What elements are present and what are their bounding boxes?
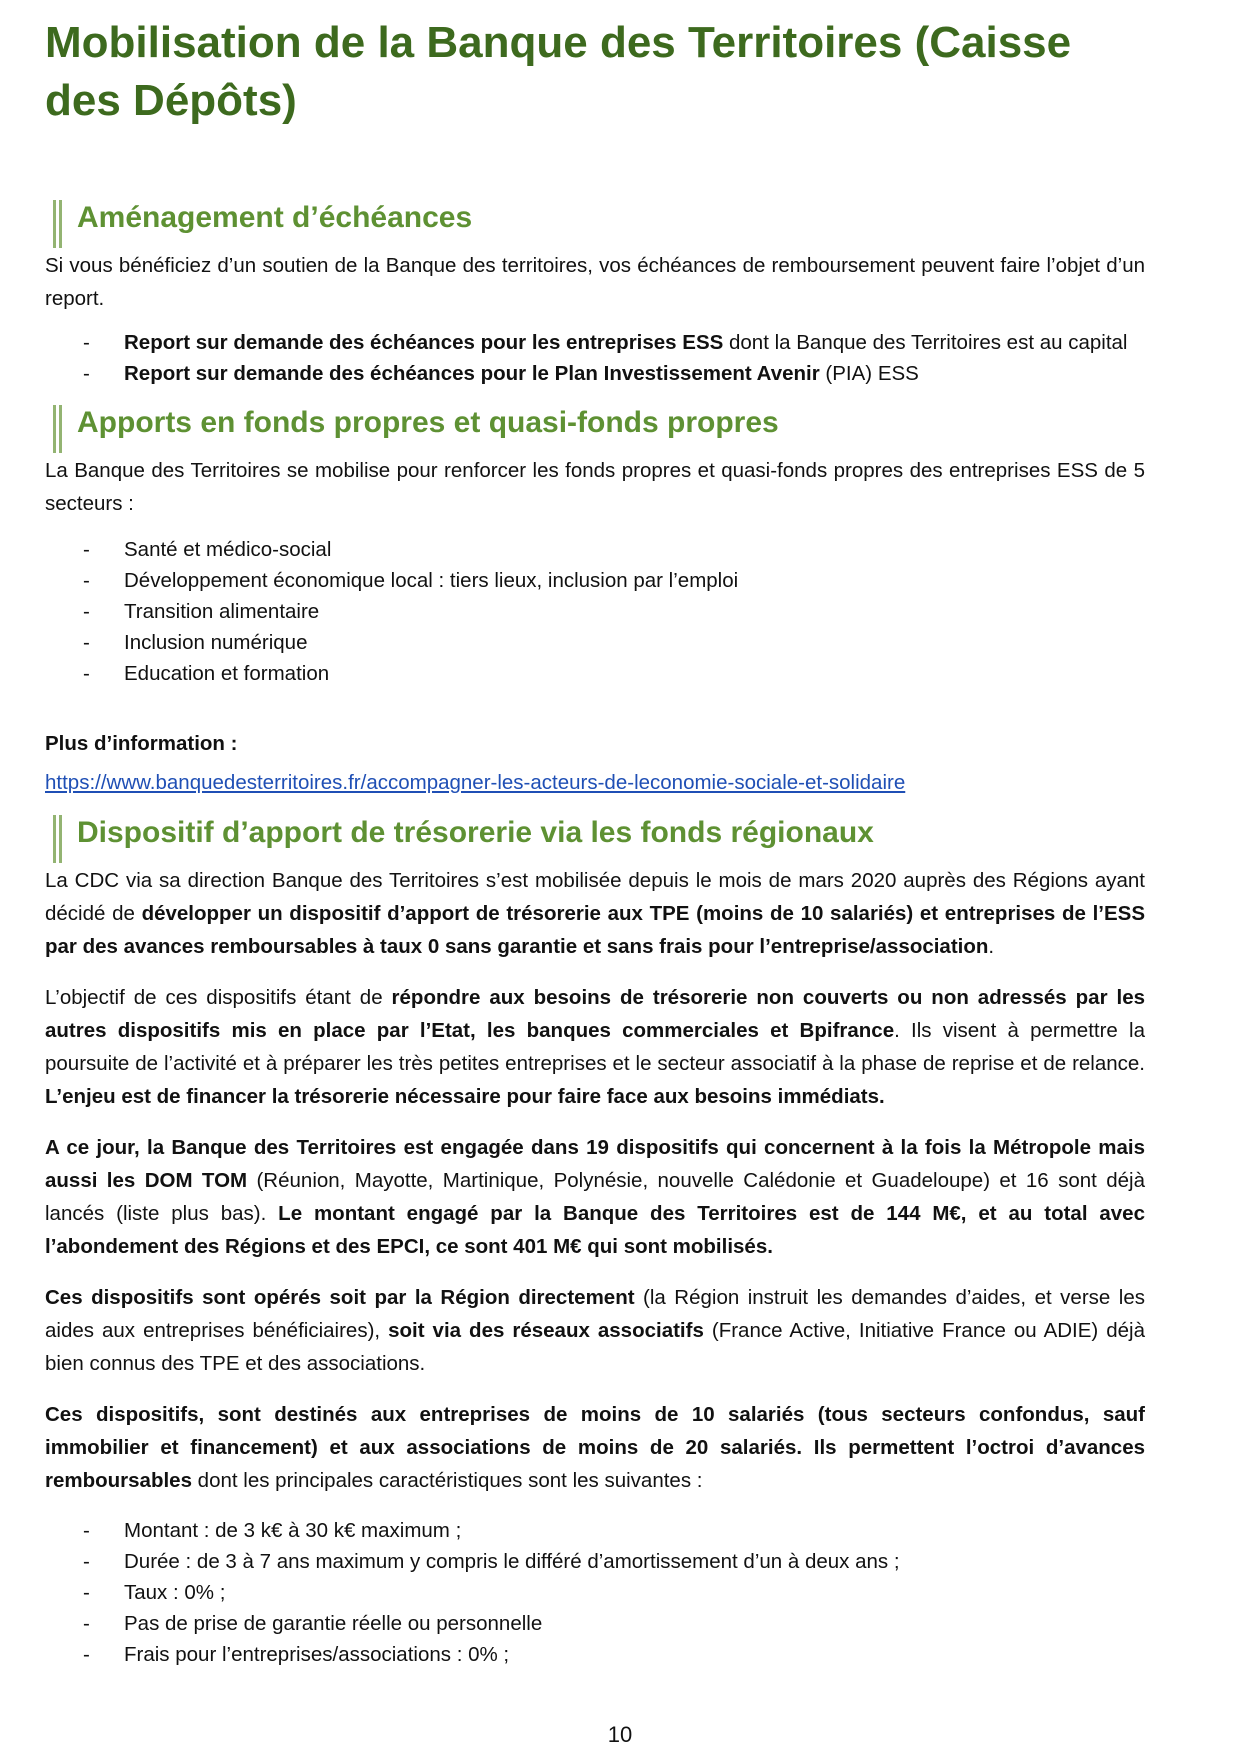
- section-intro: Si vous bénéficiez d’un soutien de la Banque des territoires, vos échéances de remboursement peuvent faire l’objet d’un report.: [45, 254, 1145, 310]
- section-heading-tresorerie: Dispositif d’apport de trésorerie via les fonds régionaux: [45, 813, 1145, 853]
- heading-bar-icon: [53, 200, 63, 248]
- paragraph-operateurs: Ces dispositifs sont opérés soit par la Région directement (la Région instruit les demandes d’aides, et verse les aides aux entreprises bénéficiaires), soit via des réseaux associatifs (France Active, Initiative France ou ADIE) déjà bien connus des TPE et des associations.: [45, 1286, 1145, 1375]
- page-title: Mobilisation de la Banque des Territoires (Caisse des Dépôts): [45, 18, 1072, 125]
- document-page: [45, 0, 1145, 1670]
- list-item: - Montant : de 3 k€ à 30 k€ maximum ;: [83, 1519, 462, 1542]
- more-info-label: Plus d’information :: [45, 732, 238, 755]
- page-number: 10: [607, 1722, 633, 1747]
- section-heading-echeances: Aménagement d’échéances: [45, 198, 1145, 238]
- heading-bar-icon: [53, 405, 63, 453]
- list-item: - Report sur demande des échéances pour les entreprises ESS dont la Banque des Territoires est au capital: [83, 331, 1128, 354]
- list-item: - Durée : de 3 à 7 ans maximum y compris le différé d’amortissement d’un à deux ans ;: [83, 1550, 900, 1573]
- paragraph-objectif: L’objectif de ces dispositifs étant de répondre aux besoins de trésorerie non couverts ou non adressés par les autres dispositifs mis en place par l’Etat, les banques commerciales et Bpifrance. Ils visent à permettre la poursuite de l’activité et à préparer les très petites entreprises et le secteur associatif à la phase de reprise et de relance. L’enjeu est de financer la trésorerie nécessaire pour faire face aux besoins immédiats.: [45, 986, 1145, 1108]
- heading-bar-icon: [53, 815, 63, 863]
- section-heading-fonds-propres: Apports en fonds propres et quasi-fonds propres: [45, 403, 1145, 443]
- list-item: - Développement économique local : tiers lieux, inclusion par l’emploi: [83, 569, 739, 592]
- sector-list: [45, 534, 1145, 689]
- more-info-link[interactable]: https://www.banquedesterritoires.fr/accompagner-les-acteurs-de-leconomie-sociale-et-solidaire: [45, 771, 906, 794]
- section-intro: La Banque des Territoires se mobilise pour renforcer les fonds propres et quasi-fonds propres des entreprises ESS de 5 secteurs :: [45, 459, 1145, 515]
- report-list: [45, 327, 1145, 389]
- list-item: - Education et formation: [83, 662, 330, 685]
- list-item: - Taux : 0% ;: [83, 1581, 226, 1604]
- paragraph-cdc: La CDC via sa direction Banque des Territoires s’est mobilisée depuis le mois de mars 2020 auprès des Régions ayant décidé de développer un dispositif d’apport de trésorerie aux TPE (moins de 10 salariés) et entreprises de l’ESS par des avances remboursables à taux 0 sans garantie et sans frais pour l’entreprise/association.: [45, 869, 1146, 958]
- paragraph-engagement: A ce jour, la Banque des Territoires est engagée dans 19 dispositifs qui concernent à la fois la Métropole mais aussi les DOM TOM (Réunion, Mayotte, Martinique, Polynésie, nouvelle Calédonie et Guadeloupe) et 16 sont déjà lancés (liste plus bas). Le montant engagé par la Banque des Territoires est de 144 M€, et au total avec l’abondement des Régions et des EPCI, ce sont 401 M€ qui sont mobilisés.: [45, 1136, 1145, 1258]
- list-item: - Report sur demande des échéances pour le Plan Investissement Avenir (PIA) ESS: [83, 362, 919, 385]
- list-item: - Pas de prise de garantie réelle ou personnelle: [83, 1612, 543, 1635]
- caracteristiques-list: [45, 1515, 1145, 1670]
- paragraph-beneficiaires: Ces dispositifs, sont destinés aux entreprises de moins de 10 salariés (tous secteurs confondus, sauf immobilier et financement) et aux associations de moins de 20 salariés. Ils permettent l’octroi d’avances remboursables dont les principales caractéristiques sont les suivantes :: [45, 1403, 1145, 1492]
- list-item: - Inclusion numérique: [83, 631, 308, 654]
- list-item: - Frais pour l’entreprises/associations : 0% ;: [83, 1643, 510, 1666]
- list-item: - Transition alimentaire: [83, 600, 320, 623]
- list-item: - Santé et médico-social: [83, 538, 332, 561]
